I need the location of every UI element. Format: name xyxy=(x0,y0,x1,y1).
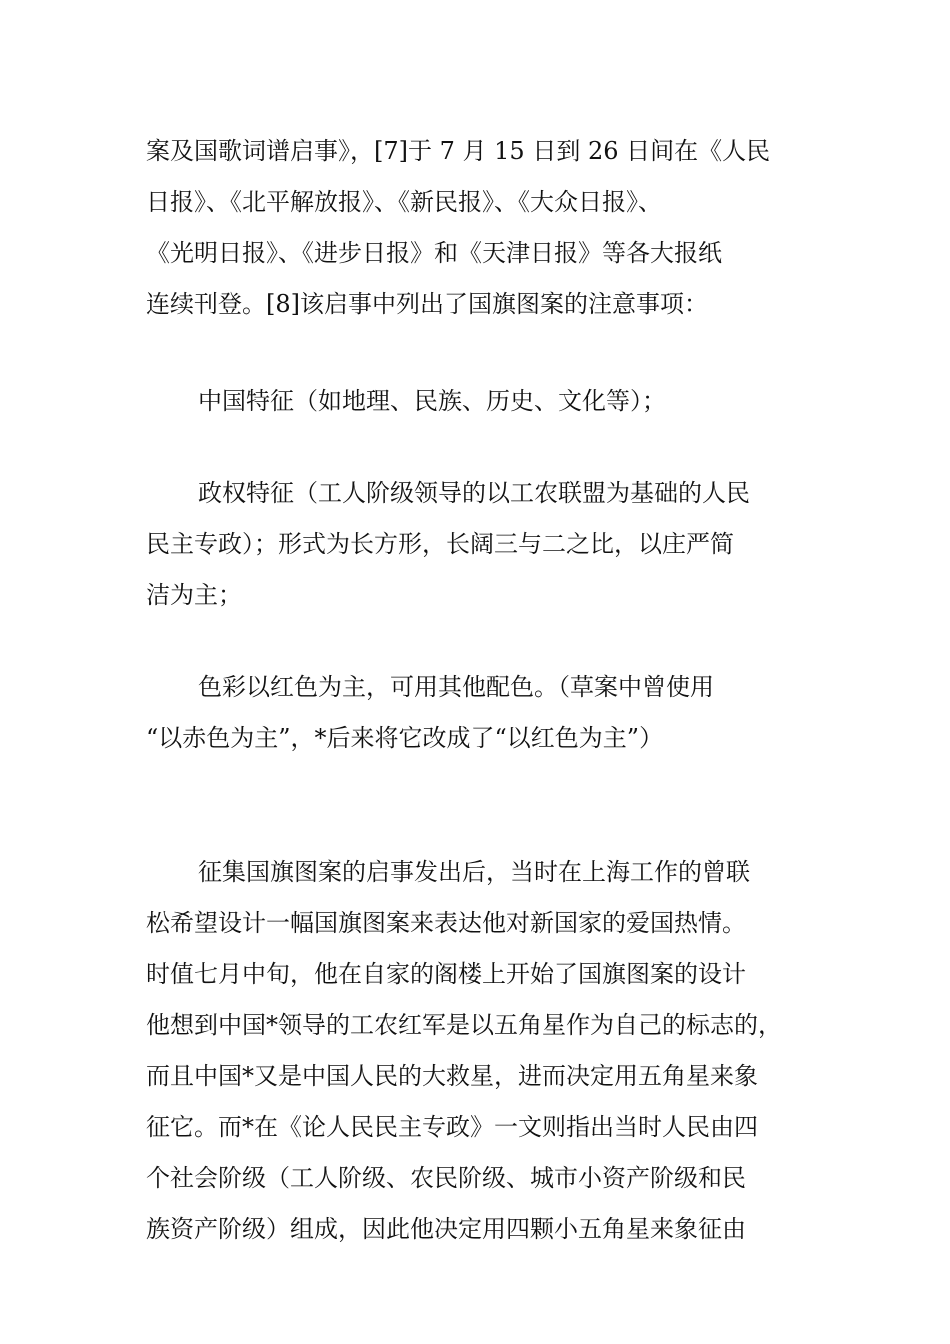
text-line: 《光明日报》、《进步日报》和《天津日报》等各大报纸 xyxy=(146,239,722,267)
paragraph-2 xyxy=(146,376,806,427)
paragraph-gap xyxy=(146,764,806,847)
paragraph-3 xyxy=(146,468,806,621)
text-line: 个社会阶级（工人阶级、农民阶级、城市小资产阶级和民 xyxy=(146,1164,746,1192)
text-line: 日报》、《北平解放报》、《新民报》、《大众日报》、 xyxy=(146,188,662,216)
text-line: 案及国歌词谱启事》，[7]于 7 月 15 日到 26 日间在《人民 xyxy=(146,137,771,165)
text-line: 连续刊登。[8]该启事中列出了国旗图案的注意事项： xyxy=(146,290,708,318)
document-body xyxy=(146,126,806,1255)
text-line: 征它。而*在《论人民民主专政》一文则指出当时人民由四 xyxy=(146,1113,758,1141)
paragraph-gap xyxy=(146,621,806,662)
text-line: 松希望设计一幅国旗图案来表达他对新国家的爱国热情。 xyxy=(146,909,746,937)
text-line: 色彩以红色为主，可用其他配色。（草案中曾使用 xyxy=(198,673,714,701)
text-line: 征集国旗图案的启事发出后，当时在上海工作的曾联 xyxy=(198,858,750,886)
text-line: 族资产阶级）组成，因此他决定用四颗小五角星来象征由 xyxy=(146,1215,746,1243)
text-line: 民主专政）；形式为长方形，长阔三与二之比，以庄严简 xyxy=(146,530,734,558)
paragraph-4 xyxy=(146,662,806,764)
paragraph-gap xyxy=(146,427,806,468)
text-line: 而且中国*又是中国人民的大救星，进而决定用五角星来象 xyxy=(146,1062,758,1090)
text-line: 时值七月中旬，他在自家的阁楼上开始了国旗图案的设计 xyxy=(146,960,746,988)
paragraph-1 xyxy=(146,126,806,330)
paragraph-5 xyxy=(146,847,806,1255)
text-line: 中国特征（如地理、民族、历史、文化等）； xyxy=(198,387,666,415)
text-line: 洁为主； xyxy=(146,581,242,609)
text-line: 政权特征（工人阶级领导的以工农联盟为基础的人民 xyxy=(198,479,750,507)
paragraph-gap xyxy=(146,330,806,376)
text-line: “以赤色为主”，*后来将它改成了“以红色为主”） xyxy=(146,724,664,752)
text-line: 他想到中国*领导的工农红军是以五角星作为自己的标志的， xyxy=(146,1011,782,1039)
